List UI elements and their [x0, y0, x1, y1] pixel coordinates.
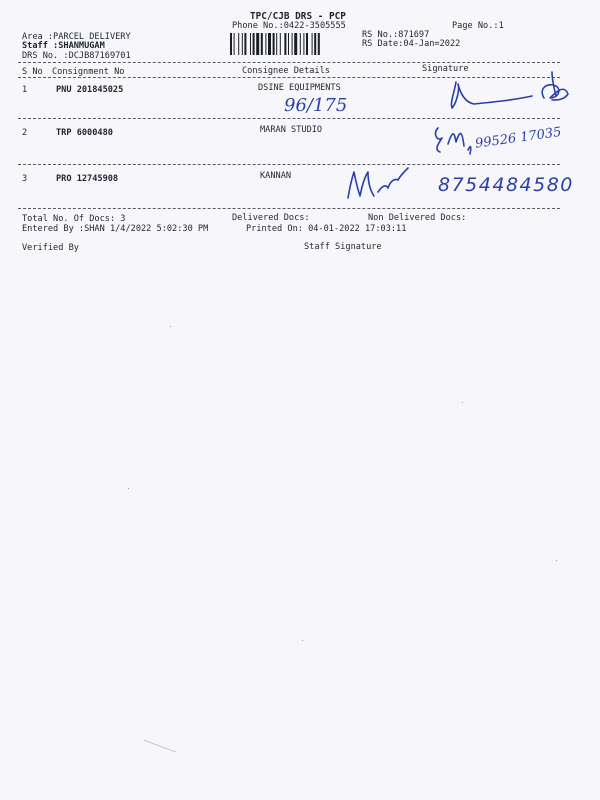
row-3-consignment: PRO 12745908 [56, 174, 119, 184]
entered-by: Entered By :SHAN 1/4/2022 5:02:30 PM [22, 224, 209, 234]
row-1-consignment: PNU 201845025 [56, 85, 124, 95]
svg-text:96/175: 96/175 [284, 95, 348, 116]
barcode-image [230, 33, 362, 55]
row-3-sno: 3 [22, 174, 28, 184]
header-divider [18, 62, 560, 63]
scan-speck [302, 640, 303, 641]
row-2-divider [18, 164, 560, 165]
column-header-sno: S No [22, 67, 43, 77]
phone-number: Phone No.:0422-3505555 [232, 21, 346, 31]
svg-text:8754484580: 8754484580 [438, 174, 574, 196]
scan-speck [556, 560, 557, 561]
rs-number: RS No.:871697 [362, 30, 430, 40]
staff-signature-label: Staff Signature [304, 242, 382, 252]
scan-speck [170, 326, 171, 327]
staff-label: Staff :SHANMUGAM [22, 41, 105, 51]
row-2-sno: 2 [22, 128, 28, 138]
drs-number: DRS No. :DCJB87169701 [22, 51, 131, 61]
scan-speck [128, 488, 129, 489]
row-1-consignee: DSINE EQUIPMENTS [258, 83, 341, 93]
scan-speck [462, 402, 463, 403]
scan-mark [142, 736, 182, 756]
row-2-consignee: MARAN STUDIO [260, 125, 323, 135]
column-header-signature: Signature [422, 64, 469, 74]
row-3-signature-image [338, 158, 418, 206]
document-title: TPC/CJB DRS - PCP [250, 11, 346, 22]
rs-date: RS Date:04-Jan=2022 [362, 39, 461, 49]
row-3-handwriting [436, 169, 574, 197]
non-delivered-docs: Non Delivered Docs: [368, 213, 467, 223]
column-header-consignee: Consignee Details [242, 66, 330, 76]
svg-text:99526 17035: 99526 17035 [474, 124, 563, 152]
row-1-handwriting [280, 93, 350, 127]
area-label: Area :PARCEL DELIVERY [22, 32, 131, 42]
row-3-consignee: KANNAN [260, 171, 292, 181]
row-1-signature-image [440, 64, 575, 114]
row-2-consignment: TRP 6000480 [56, 128, 113, 138]
verified-by-label: Verified By [22, 243, 79, 253]
row-2-handwriting [470, 124, 563, 167]
column-header-consignment: Consignment No [52, 67, 125, 77]
delivered-docs: Delivered Docs: [232, 213, 310, 223]
page-number: Page No.:1 [452, 21, 504, 31]
row-3-divider [18, 208, 560, 209]
total-docs: Total No. Of Docs: 3 [22, 214, 126, 224]
printed-on: Printed On: 04-01-2022 17:03:11 [246, 224, 407, 234]
row-1-sno: 1 [22, 85, 28, 95]
row-1-divider [18, 118, 560, 119]
